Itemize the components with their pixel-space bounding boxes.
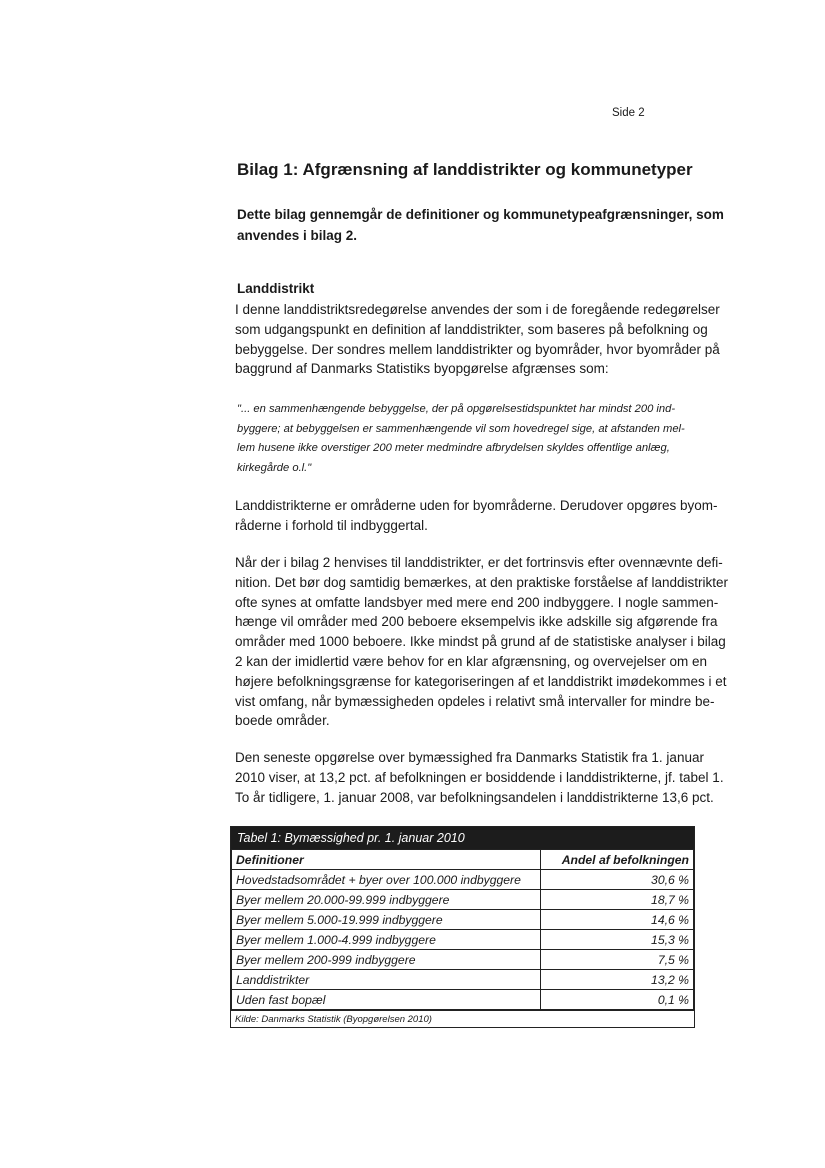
table-source: Kilde: Danmarks Statistik (Byopgørelsen 2010) bbox=[231, 1010, 694, 1027]
text-line: vist omfang, når bymæssigheden opdeles i relativt små intervaller for mindre be- bbox=[235, 693, 715, 709]
row-label: Hovedstadsområdet + byer over 100.000 indbyggere bbox=[232, 870, 541, 890]
text-line: 2010 viser, at 13,2 pct. af befolkningen er bosiddende i landdistrikterne, jf. tabel 1. bbox=[235, 769, 724, 785]
text-line: Når der i bilag 2 henvises til landdistrikter, er det fortrinsvis efter ovennævnte defi- bbox=[235, 555, 723, 570]
row-label: Uden fast bopæl bbox=[232, 990, 541, 1010]
data-table bbox=[231, 849, 694, 1010]
text-line: råderne i forhold til indbyggertal. bbox=[235, 517, 428, 533]
row-value: 0,1 % bbox=[541, 990, 694, 1010]
quote-line: byggere; at bebyggelsen er sammenhængende vil som hovedregel sige, at afstanden mel- bbox=[237, 422, 685, 435]
text-line: To år tidligere, 1. januar 2008, var befolkningsandelen i landdistrikterne 13,6 pct. bbox=[235, 789, 714, 805]
row-label: Landdistrikter bbox=[232, 970, 541, 990]
paragraph-definition-note bbox=[235, 553, 728, 731]
text-line: baggrund af Danmarks Statistiks byopgørelse afgrænses som: bbox=[235, 361, 609, 377]
table-row bbox=[232, 910, 694, 930]
row-value: 15,3 % bbox=[541, 930, 694, 950]
table-header-row bbox=[232, 850, 694, 870]
text-line: boede områder. bbox=[235, 713, 330, 729]
text-line: Landdistrikterne er områderne uden for byområderne. Derudover opgøres byom- bbox=[235, 498, 718, 513]
row-label: Byer mellem 20.000-99.999 indbyggere bbox=[232, 890, 541, 910]
table-row bbox=[232, 990, 694, 1010]
text-line: højere befolkningsgrænse for kategoriseringen af et landdistrikt imødekommes i et bbox=[235, 673, 727, 689]
row-value: 7,5 % bbox=[541, 950, 694, 970]
paragraph-landdistrikter bbox=[235, 496, 718, 536]
quote-line: "... en sammenhængende bebyggelse, der på opgørelsestidspunktet har mindst 200 ind- bbox=[237, 403, 676, 415]
table-row bbox=[232, 970, 694, 990]
bymaessighed-table bbox=[230, 826, 695, 1028]
row-label: Byer mellem 200-999 indbyggere bbox=[232, 950, 541, 970]
text-line: bebyggelse. Der sondres mellem landdistrikter og byområder, hvor byområder på bbox=[235, 341, 720, 357]
quote-line: lem husene ikke overstiger 200 meter medmindre afbrydelsen skyldes offentlige anlæg, bbox=[237, 442, 670, 454]
row-label: Byer mellem 5.000-19.999 indbyggere bbox=[232, 910, 541, 930]
page-number: Side 2 bbox=[612, 107, 645, 119]
text-line: områder med 1000 beboere. Ikke mindst på grund af de statistiske analyser i bilag bbox=[235, 634, 726, 650]
header-definitioner: Definitioner bbox=[232, 850, 541, 870]
text-line: ofte synes at omfatte landsbyer med mere end 200 indbyggere. I nogle sammen- bbox=[235, 594, 719, 610]
row-value: 30,6 % bbox=[541, 870, 694, 890]
quote-line: kirkegårde o.l." bbox=[237, 461, 312, 474]
table-row bbox=[232, 930, 694, 950]
row-value: 14,6 % bbox=[541, 910, 694, 930]
table-row bbox=[232, 950, 694, 970]
text-line: nition. Det bør dog samtidig bemærkes, at den praktiske forståelse af landdistrikter bbox=[235, 574, 728, 590]
paragraph-definition bbox=[235, 300, 720, 379]
text-line: som udgangspunkt en definition af landdistrikter, som baseres på befolkning og bbox=[235, 321, 708, 337]
text-line: I denne landdistriktsredegørelse anvendes der som i de foregående redegørelser bbox=[235, 302, 720, 317]
header-andel: Andel af befolkningen bbox=[541, 850, 694, 870]
table-title: Tabel 1: Bymæssighed pr. 1. januar 2010 bbox=[231, 827, 694, 849]
text-line: Den seneste opgørelse over bymæssighed fra Danmarks Statistik fra 1. januar bbox=[235, 750, 704, 765]
section-heading: Landdistrikt bbox=[237, 281, 315, 296]
text-line: hænge vil områder med 200 beboere eksempelvis ikke adskille sig afgørende fra bbox=[235, 614, 718, 630]
definition-quote bbox=[237, 400, 685, 478]
row-value: 13,2 % bbox=[541, 970, 694, 990]
paragraph-statistics bbox=[235, 748, 724, 807]
intro-text: Dette bilag gennemgår de definitioner og kommunetypeafgrænsninger, som anvendes i bilag 2. bbox=[237, 207, 724, 243]
row-value: 18,7 % bbox=[541, 890, 694, 910]
table-row bbox=[232, 890, 694, 910]
text-line: 2 kan der imidlertid være behov for en klar afgrænsning, og overvejelser om en bbox=[235, 653, 707, 669]
table-row bbox=[232, 870, 694, 890]
page-title: Bilag 1: Afgrænsning af landdistrikter og kommunetyper bbox=[237, 160, 693, 179]
row-label: Byer mellem 1.000-4.999 indbyggere bbox=[232, 930, 541, 950]
